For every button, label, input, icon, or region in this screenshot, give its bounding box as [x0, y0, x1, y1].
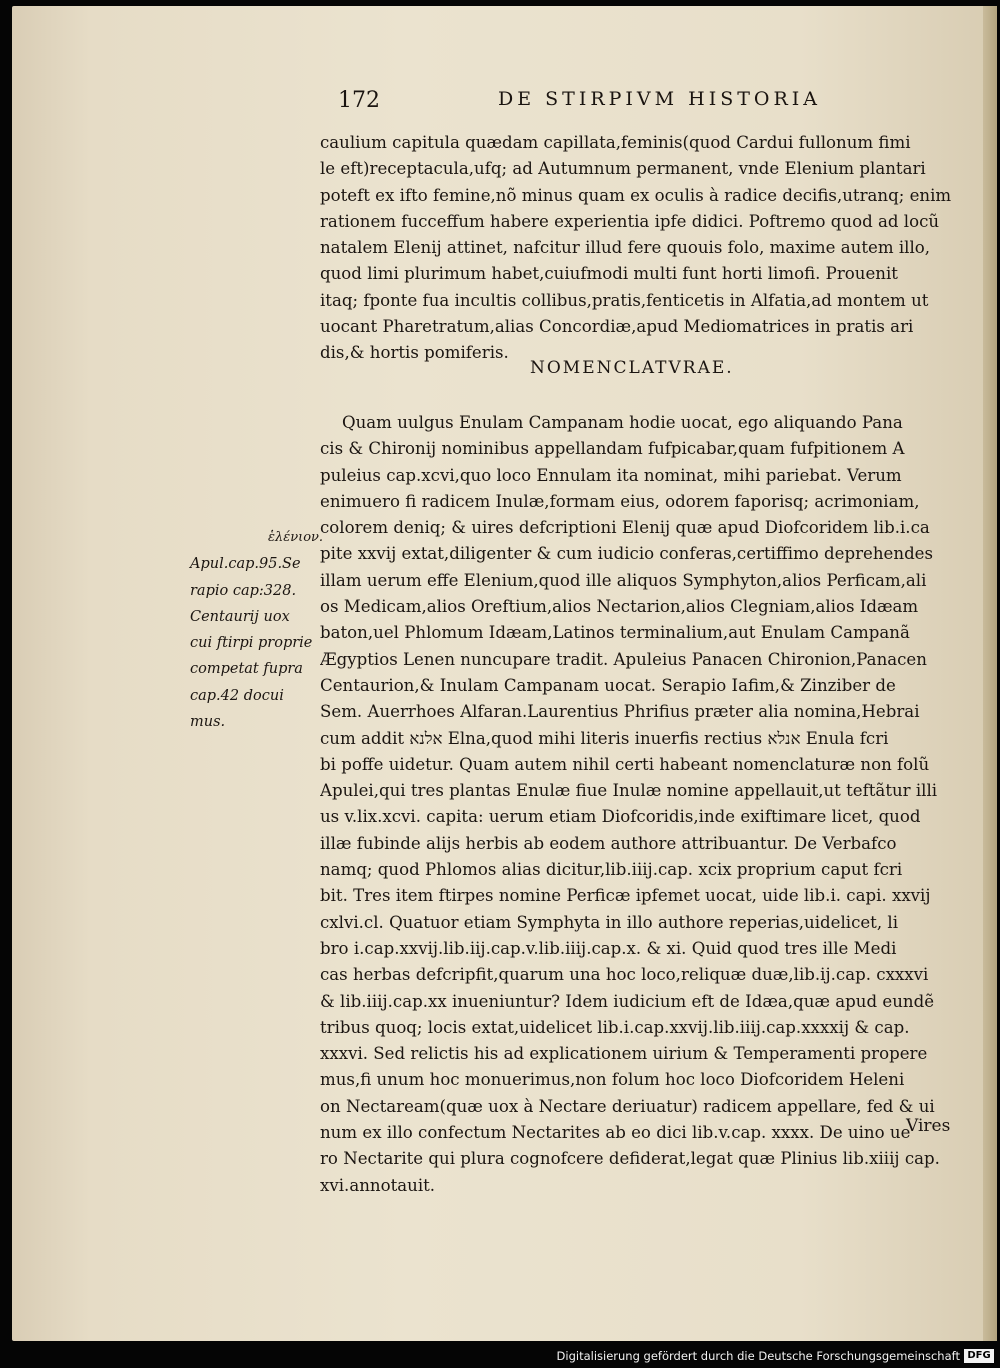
text-line: cxlvi.cl. Quatuor etiam Symphyta in illo authore reperias,uidelicet, li [320, 912, 899, 932]
catchword: Vires [906, 1116, 951, 1136]
text-line: le eft)receptacula,ufq; ad Autumnum permanent, vnde Elenium plantari [320, 159, 926, 179]
text-line: cum addit אלנא Elna,quod mihi literis inuerfis rectius אנלא Enula fcri [320, 728, 889, 748]
section-heading: NOMENCLATVRAE. [530, 358, 734, 378]
margin-line: cui ftirpi proprie [190, 635, 313, 652]
text-line: Apulei,qui tres plantas Enulæ fiue Inulæ nomine appellauit,ut teftãtur illi [320, 781, 938, 801]
text-line: us v.lix.xcvi. capita: uerum etiam Diofcoridis,inde exiftimare licet, quod [320, 807, 921, 827]
text-line: namq; quod Phlomos alias dicitur,lib.iiij.cap. xcix proprium caput fcri [320, 860, 903, 880]
text-line: uocant Pharetratum,alias Concordiæ,apud Mediomatrices in pratis ari [320, 317, 914, 337]
text-line: bi poffe uidetur. Quam autem nihil certi habeant nomenclaturæ non folũ [320, 754, 930, 774]
running-title: DE STIRPIVM HISTORIA [498, 88, 822, 110]
text-line: bit. Tres item ftirpes nomine Perficæ ipfemet uocat, uide lib.i. capi. xxvij [320, 886, 931, 906]
text-line: natalem Elenij attinet, nafcitur illud fere quouis folo, maxime autem illo, [320, 238, 931, 258]
text-line: xxxvi. Sed relictis his ad explicationem uirium & Temperamenti propere [320, 1044, 928, 1064]
text-line: dis,& hortis pomiferis. [320, 343, 509, 363]
text-line: cis & Chironij nominibus appellandam fufpicabar,quam fufpitionem A [320, 439, 905, 459]
text-line: pite xxvij extat,diligenter & cum iudicio conferas,certiffimo deprehendes [320, 544, 934, 564]
margin-line: Apul.cap.95.Se [190, 556, 301, 573]
margin-line: mus. [190, 714, 226, 731]
text-line: illæ fubinde alijs herbis ab eodem authore attribuantur. De Verbafco [320, 833, 897, 853]
margin-line: cap.42 docui [190, 687, 284, 704]
text-line: Centaurion,& Inulam Campanam uocat. Serapio Iafim,& Zinziber de [320, 675, 896, 695]
text-line: rationem fucceffum habere experientia ipfe didici. Poftremo quod ad locũ [320, 211, 940, 231]
margin-line: rapio cap:328. [190, 582, 297, 599]
text-line: tribus quoq; locis extat,uidelicet lib.i.cap.xxvij.lib.iiij.cap.xxxxij & cap. [320, 1017, 910, 1037]
dfg-logo: DFG [964, 1349, 994, 1363]
text-line: ro Nectarite qui plura cognofcere defiderat,legat quæ Plinius lib.xiiij cap. [320, 1149, 940, 1169]
paragraph-habitat [320, 130, 978, 367]
text-line: illam uerum effe Elenium,quod ille aliquos Symphyton,alios Perficam,ali [320, 570, 927, 590]
running-header [338, 88, 858, 122]
text-line: quod limi plurimum habet,cuiufmodi multi funt horti limofi. Prouenit [320, 264, 898, 284]
text-line: Ægyptios Lenen nuncupare tradit. Apuleius Panacen Chironion,Panacen [320, 649, 927, 669]
margin-line: competat fupra [190, 661, 303, 678]
text-line: & lib.iiij.cap.xx inueniuntur? Idem iudicium eft de Idæa,quæ apud eundẽ [320, 991, 935, 1011]
page-number: 172 [338, 88, 380, 113]
text-line: caulium capitula quædam capillata,feminis(quod Cardui fullonum fimi [320, 133, 911, 152]
margin-line: Centaurij uox [190, 608, 290, 625]
marginal-note [190, 525, 322, 735]
page-edge [983, 6, 997, 1341]
text-line: itaq; fponte fua incultis collibus,pratis,fenticetis in Alfatia,ad montem ut [320, 290, 929, 310]
text-line: mus,fi unum hoc monuerimus,non folum hoc loco Diofcoridem Heleni [320, 1070, 905, 1090]
text-line: cas herbas defcripfit,quarum una hoc loco,reliquæ duæ,lib.ij.cap. cxxxvi [320, 965, 929, 985]
text-line: num ex illo confectum Nectarites ab eo dici lib.v.cap. xxxx. De uino ue [320, 1123, 911, 1143]
text-line: baton,uel Phlomum Idæam,Latinos terminalium,aut Enulam Campanã [320, 623, 910, 643]
funding-credit: Digitalisierung gefördert durch die Deutsche Forschungsgemeinschaft [556, 1349, 960, 1363]
text-line: Sem. Auerrhoes Alfaran.Laurentius Phrifius præter alia nomina,Hebrai [320, 702, 920, 722]
paragraph-nomenclature [320, 410, 978, 1199]
text-line: xvi.annotauit. [320, 1175, 436, 1195]
text-line: puleius cap.xcvi,quo loco Ennulam ita nominat, mihi pariebat. Verum [320, 465, 902, 485]
margin-line: ἑλένιον. [268, 530, 324, 545]
text-line: Quam uulgus Enulam Campanam hodie uocat, ego aliquando Pana [342, 413, 903, 432]
text-line: bro i.cap.xxvij.lib.iij.cap.v.lib.iiij.cap.x. & xi. Quid quod tres ille Medi [320, 938, 897, 958]
text-line: on Nectaream(quæ uox à Nectare deriuatur) radicem appellare, fed & ui [320, 1096, 935, 1116]
text-line: os Medicam,alios Oreftium,alios Nectarion,alios Clegniam,alios Idæam [320, 597, 919, 617]
text-line: colorem deniq; & uires defcriptioni Elenij quæ apud Diofcoridem lib.i.ca [320, 518, 930, 538]
digitization-footer [0, 1346, 1000, 1368]
text-line: enimuero fi radicem Inulæ,formam eius, odorem faporisq; acrimoniam, [320, 491, 920, 511]
text-line: poteft ex ifto femine,nõ minus quam ex oculis à radice decifis,utranq; enim [320, 185, 952, 205]
